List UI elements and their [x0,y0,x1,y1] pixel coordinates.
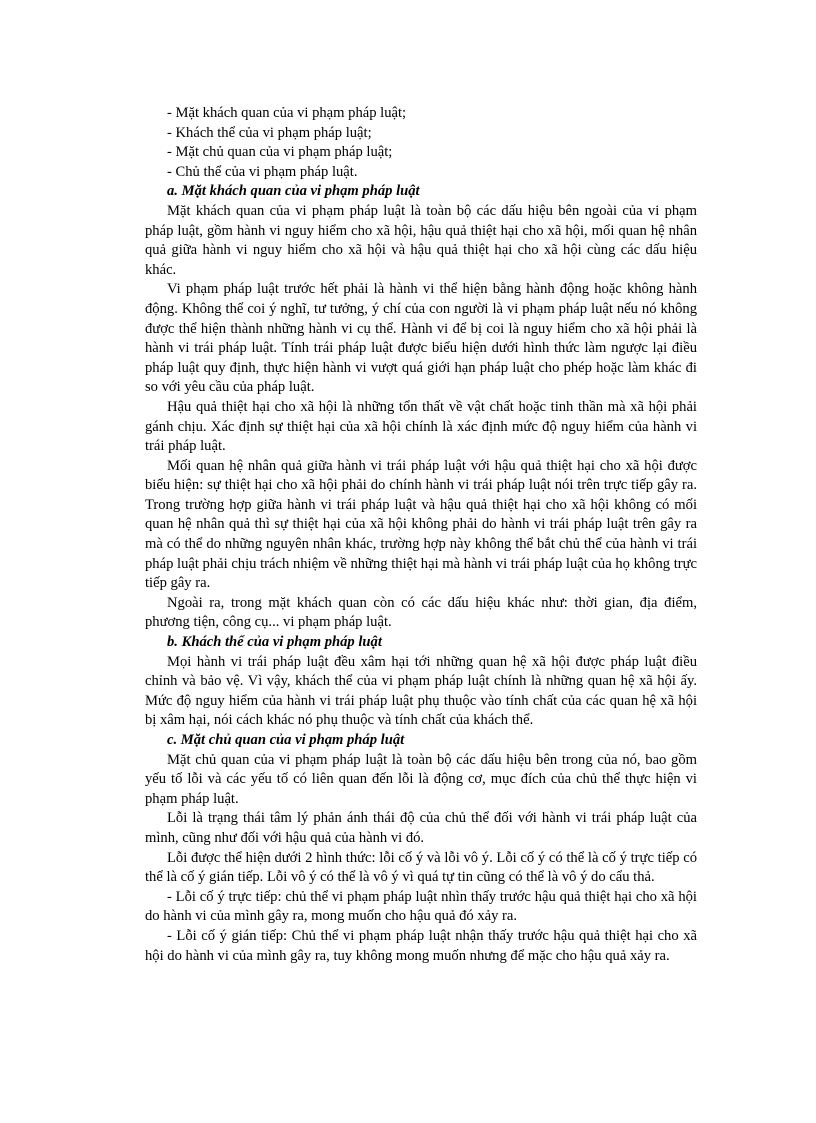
paragraph: Hậu quả thiệt hại cho xã hội là những tổn thất về vật chất hoặc tinh thần mà xã hội phải gánh chịu. Xác định sự thiệt hại của xã hội chính là xác định mức độ nguy hiểm của hành vi trái pháp luật. [145,398,697,455]
paragraph: Vi phạm pháp luật trước hết phải là hành vi thể hiện bằng hành động hoặc không hành động. Không thể coi ý nghĩ, tư tưởng, ý chí của con người là vi phạm pháp luật nếu nó không được thể hiện thành những hành vi cụ thể. Hành vi để bị coi là nguy hiểm cho xã hội phải là hành vi trái pháp luật. Tính trái pháp luật được biểu hiện dưới hình thức làm ngược lại điều pháp luật quy định, thực hiện hành vi vượt quá giới hạn pháp luật cho phép hoặc làm khác đi so với yêu cầu của pháp luật. [145,281,697,396]
document-page [145,104,697,966]
list-item: - Khách thể của vi phạm pháp luật; [167,124,372,141]
paragraph: Mặt chủ quan của vi phạm pháp luật là toàn bộ các dấu hiệu bên trong của nó, bao gồm yếu tố lỗi và các yếu tố có liên quan đến lỗi là động cơ, mục đích của chủ thể thực hiện vi phạm pháp luật. [145,751,697,807]
section-heading-objective: a. Mặt khách quan của vi phạm pháp luật [167,183,420,200]
list-item: - Chủ thể của vi phạm pháp luật. [167,163,358,180]
paragraph: Mặt khách quan của vi phạm pháp luật là toàn bộ các dấu hiệu bên ngoài của vi phạm pháp luật, gồm hành vi nguy hiểm cho xã hội, hậu quả thiệt hại cho xã hội, mối quan hệ nhân quả giữa hành vi nguy hiểm cho xã hội và hậu quả thiệt hại cho xã hội cùng các dấu hiệu khác. [145,202,697,278]
section-heading-subjective: c. Mặt chủ quan của vi phạm pháp luật [167,732,405,748]
paragraph: - Lỗi cố ý gián tiếp: Chủ thể vi phạm pháp luật nhận thấy trước hậu quả thiệt hại cho xã hội do hành vi của mình gây ra, tuy không mong muốn nhưng để mặc cho hậu quả xảy ra. [145,927,697,964]
section-heading-object: b. Khách thể của vi phạm pháp luật [167,634,382,651]
paragraph: Ngoài ra, trong mặt khách quan còn có các dấu hiệu khác như: thời gian, địa điểm, phương tiện, công cụ... vi phạm pháp luật. [145,594,697,631]
paragraph: - Lỗi cố ý trực tiếp: chủ thể vi phạm pháp luật nhìn thấy trước hậu quả thiệt hại cho xã hội do hành vi của mình gây ra, mong muốn cho hậu quả đó xảy ra. [145,888,697,925]
list-item: - Mặt khách quan của vi phạm pháp luật; [167,105,407,121]
paragraph: Mọi hành vi trái pháp luật đều xâm hại tới những quan hệ xã hội được pháp luật điều chỉnh và bảo vệ. Vì vậy, khách thể của vi phạm pháp luật chính là những quan hệ xã hội ấy. Mức độ nguy hiểm của hành vi trái pháp luật phụ thuộc vào tính chất của các quan hệ xã hội bị xâm hại, nói cách khác nó phụ thuộc và tính chất của khách thể. [145,653,697,729]
paragraph: Lỗi được thể hiện dưới 2 hình thức: lỗi cố ý và lỗi vô ý. Lỗi cố ý có thể là cố ý trực tiếp có thể là cố ý gián tiếp. Lỗi vô ý có thể là vô ý vì quá tự tin cũng có thể là vô ý do cẩu thả. [145,849,697,886]
paragraph: Lỗi là trạng thái tâm lý phản ánh thái độ của chủ thể đối với hành vi trái pháp luật của mình, cũng như đối với hậu quả của hành vi đó. [145,810,697,846]
paragraph: Mối quan hệ nhân quả giữa hành vi trái pháp luật với hậu quả thiệt hại cho xã hội được biểu hiện: sự thiệt hại cho xã hội phải do chính hành vi trái pháp luật nói trên trực tiếp gây ra. Trong trường hợp giữa hành vi trái pháp luật và hậu quả thiệt hại cho xã hội không có mối quan hệ nhân quả thì sự thiệt hại của xã hội không phải do hành vi trái pháp luật trên gây ra mà có thể do những nguyên nhân khác, trường hợp này không thể bắt chủ thể của hành vi trái pháp luật phải chịu trách nhiệm về những thiệt hại mà hành vi trái pháp luật của họ không trực tiếp gây ra. [145,457,697,592]
list-item: - Mặt chủ quan của vi phạm pháp luật; [167,144,393,161]
